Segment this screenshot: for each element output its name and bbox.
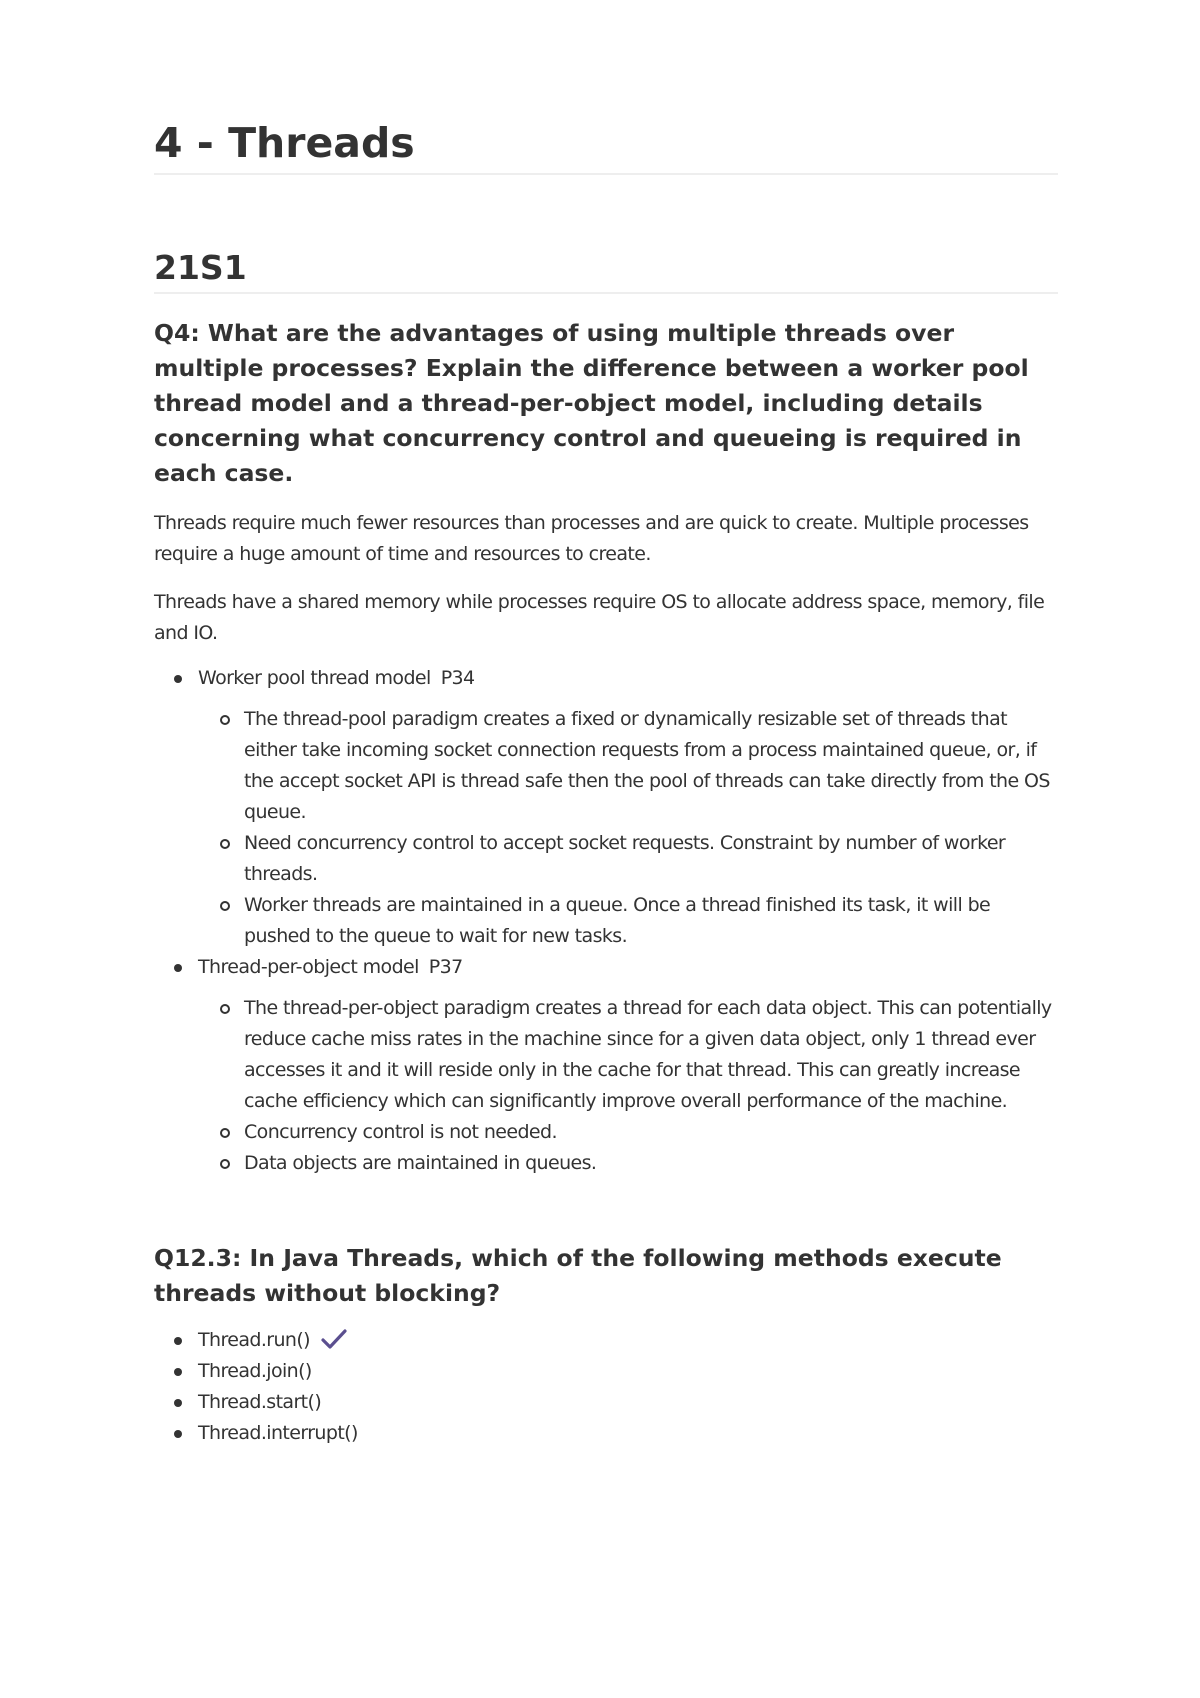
list-item-text: The thread-pool paradigm creates a fixed or dynamically resizable set of threads that either take incoming socket connection requests from a process maintained queue, or, if the accept socket API is thread safe then the pool of threads can take directly from the OS queue. — [244, 708, 1050, 824]
bullet-icon — [174, 675, 182, 683]
options-list — [154, 1325, 1058, 1449]
question-q12-3: Q12.3: In Java Threads, which of the following methods execute threads without blocking? — [154, 1244, 1002, 1308]
bullet-icon — [174, 1337, 182, 1345]
list-item-text: Data objects are maintained in queues. — [244, 1152, 597, 1175]
list-item-worker-pool — [198, 663, 1058, 952]
option-item — [198, 1325, 1058, 1356]
circle-bullet-icon — [220, 839, 230, 849]
circle-bullet-icon — [220, 1004, 230, 1014]
circle-bullet-icon — [220, 901, 230, 911]
list-item — [244, 828, 1058, 890]
worker-pool-sublist — [198, 704, 1058, 952]
list-item-thread-per-object — [198, 952, 1058, 1179]
list-item — [244, 704, 1058, 828]
bullet-icon — [174, 1430, 182, 1438]
bullet-icon — [174, 964, 182, 972]
list-item — [244, 890, 1058, 952]
option-text: Thread.run() — [198, 1329, 310, 1352]
worker-pool-label: Worker pool thread model — [198, 667, 431, 690]
answer-paragraph-2: Threads have a shared memory while processes require OS to allocate address space, memory, file and IO. — [154, 591, 1045, 645]
question-q4: Q4: What are the advantages of using multiple threads over multiple processes? Explain the difference between a worker pool thread model and a thread-per-object model, including details concerning what concurrency control and queueing is required in each case. — [154, 319, 1029, 488]
answer-paragraph-1: Threads require much fewer resources than processes and are quick to create. Multiple processes require a huge amount of time and resources to create. — [154, 512, 1029, 566]
option-text: Thread.join() — [198, 1360, 312, 1383]
list-item-text: Worker threads are maintained in a queue. Once a thread finished its task, it will be pushed to the queue to wait for new tasks. — [244, 894, 991, 948]
thread-per-object-label: Thread-per-object model — [198, 956, 419, 979]
circle-bullet-icon — [220, 1159, 230, 1169]
bullet-icon — [174, 1368, 182, 1376]
circle-bullet-icon — [220, 715, 230, 725]
thread-per-object-ref: P37 — [428, 956, 463, 979]
section-heading: 21S1 — [154, 247, 1058, 294]
check-icon — [321, 1329, 347, 1349]
worker-pool-ref: P34 — [440, 667, 475, 690]
list-item-text: The thread-per-object paradigm creates a thread for each data object. This can potentially reduce cache miss rates in the machine since for a given data object, only 1 thread ever accesses it and it will reside only in the cache for that thread. This can greatly increase cache efficiency which can significantly improve overall performance of the machine. — [244, 997, 1052, 1113]
list-item-text: Concurrency control is not needed. — [244, 1121, 557, 1144]
option-text: Thread.start() — [198, 1391, 322, 1414]
option-item — [198, 1387, 1058, 1418]
model-list — [154, 663, 1058, 1179]
circle-bullet-icon — [220, 1128, 230, 1138]
page-title: 4 - Threads — [154, 118, 1058, 175]
bullet-icon — [174, 1399, 182, 1407]
list-item — [244, 1117, 1058, 1148]
option-text: Thread.interrupt() — [198, 1422, 358, 1445]
thread-per-object-sublist — [198, 993, 1058, 1179]
list-item — [244, 993, 1058, 1117]
option-item — [198, 1356, 1058, 1387]
list-item — [244, 1148, 1058, 1179]
document — [154, 118, 1058, 1449]
list-item-text: Need concurrency control to accept socket requests. Constraint by number of worker threads. — [244, 832, 1006, 886]
option-item — [198, 1418, 1058, 1449]
